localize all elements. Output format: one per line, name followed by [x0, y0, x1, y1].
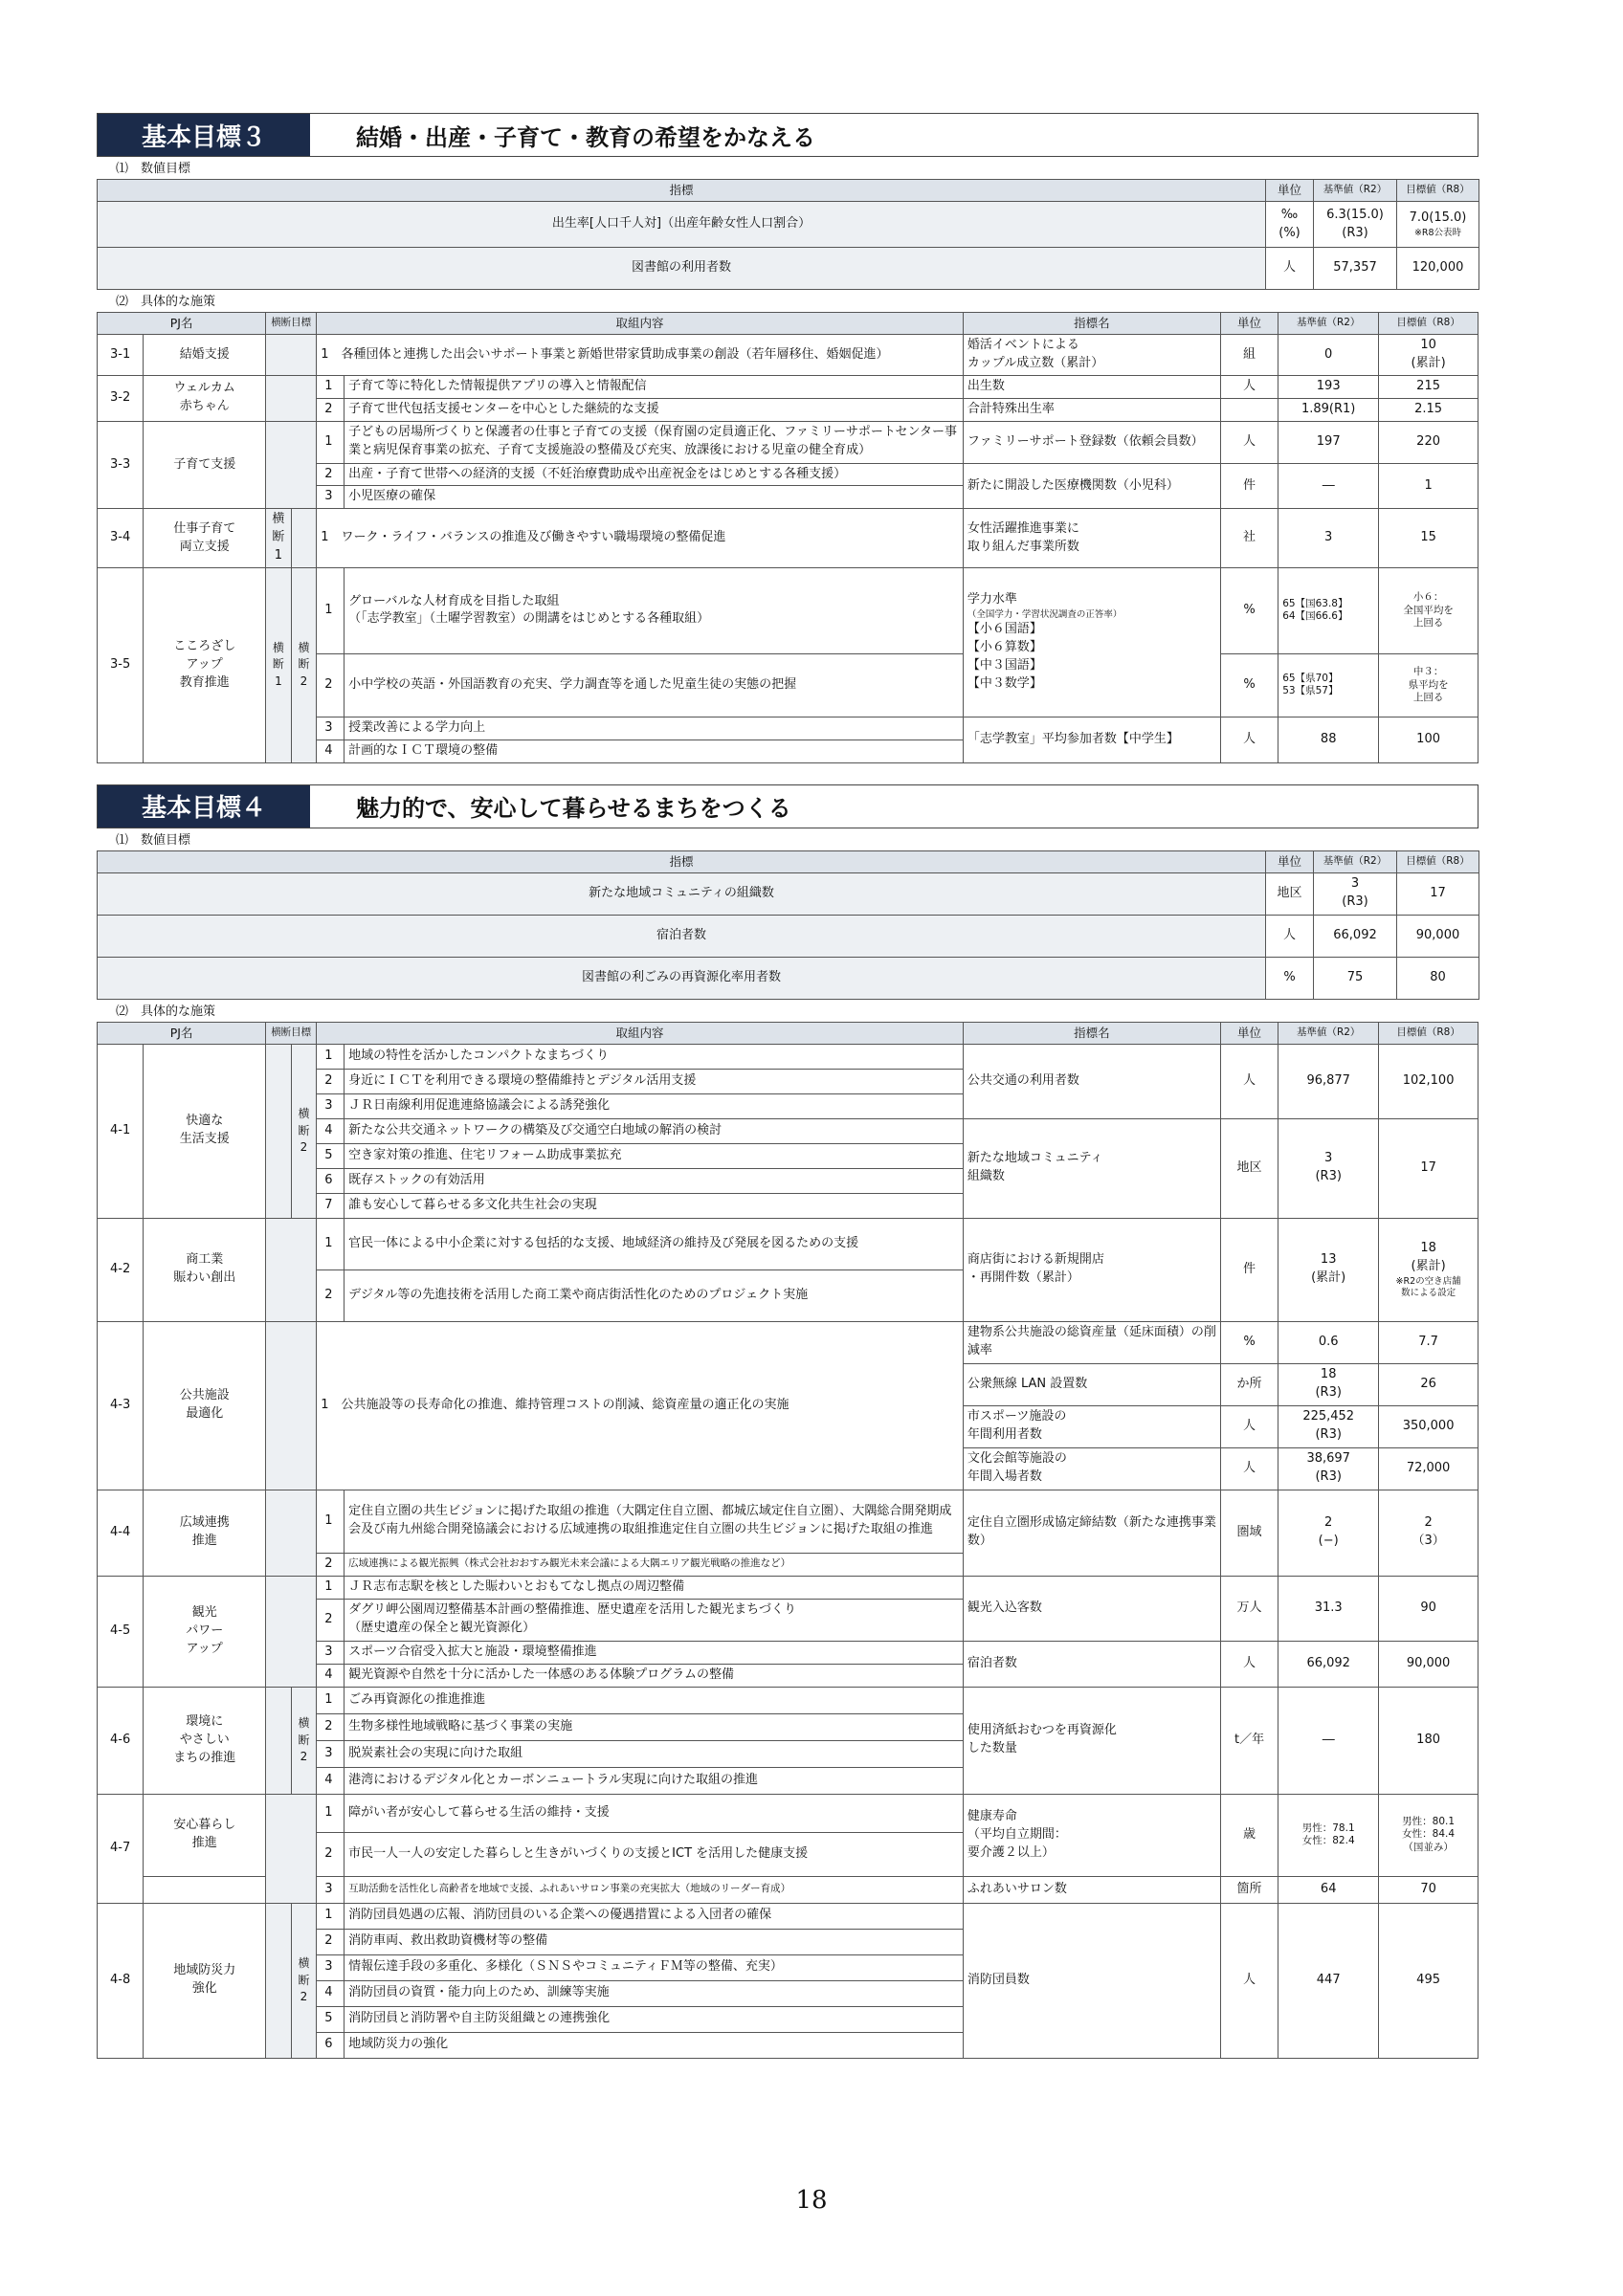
unit: 件 [1220, 1218, 1278, 1321]
kpi-unit: % [1266, 957, 1314, 999]
indicator-name: 文化会館等施設の 年間入場者数 [963, 1447, 1220, 1490]
pj-id: 4-1 [98, 1044, 144, 1218]
cross-cell [266, 375, 317, 421]
measure-item: デジタル等の先進技術を活用した商工業や商店街活性化のためのプロジェクト実施 [345, 1269, 964, 1321]
measure-item: 空き家対策の推進、住宅リフォーム助成事業拡充 [345, 1143, 964, 1168]
pj-id: 4-8 [98, 1903, 144, 2058]
page-number: 18 [795, 2186, 828, 2215]
indicator-name: 新たな地域コミュニティ 組織数 [963, 1118, 1220, 1218]
unit: 件 [1220, 463, 1278, 509]
item-num: 2 [317, 1269, 345, 1321]
unit: 人 [1220, 717, 1278, 762]
kpi-base: 6.3(15.0) (R3) [1314, 202, 1397, 248]
target-value: 17 [1379, 1118, 1478, 1218]
measure-item: 市民一人一人の安定した暮らしと生きがいづくりの支援とICT を活用した健康支援 [345, 1832, 964, 1876]
base-value: 65【県70】 53【県57】 [1278, 653, 1379, 717]
measure-item: 計画的なＩＣＴ環境の整備 [345, 740, 964, 762]
goal3-title: 結婚・出産・子育て・教育の希望をかなえる [356, 123, 815, 151]
kpi-base: 66,092 [1314, 915, 1397, 957]
indicator-name: ふれあいサロン数 [963, 1876, 1220, 1903]
measure-item: 出産・子育て世帯への経済的支援（不妊治療費助成や出産祝金をはじめとする各種支援） [345, 463, 964, 486]
target-value: 215 [1379, 375, 1478, 398]
base-value: 3 [1278, 509, 1379, 568]
col-base: 基準値（R2） [1314, 180, 1397, 202]
indicator-name: 女性活躍推進事業に 取り組んだ事業所数 [963, 509, 1220, 568]
col-indicator-name: 指標名 [963, 1022, 1220, 1044]
cross-cell [266, 1490, 317, 1576]
goal3-kpi-table [97, 179, 1479, 290]
target-value: 72,000 [1379, 1447, 1478, 1490]
item-num: 1 [317, 1044, 345, 1069]
col-indicator-name: 指標名 [963, 313, 1220, 335]
measure-item: スポーツ合宿受入拡大と施設・環境整備推進 [345, 1641, 964, 1664]
pj-id: 3-4 [98, 509, 144, 568]
measure-item: 消防団員の資質・能力向上のため、訓練等実施 [345, 1980, 964, 2006]
base-value: ― [1278, 463, 1379, 509]
cross-cell [266, 1903, 292, 2058]
measure-item: 消防団員処遇の広報、消防団員のいる企業への優遇措置による入団者の確保 [345, 1903, 964, 1929]
unit: % [1220, 653, 1278, 717]
item-num: 3 [317, 486, 345, 509]
indicator-name: 宿泊者数 [963, 1641, 1220, 1687]
item-num: 4 [317, 1767, 345, 1794]
goal4-banner [97, 784, 1478, 828]
item-num: 2 [317, 398, 345, 421]
target-value: 中３： 県平均を 上回る [1379, 653, 1478, 717]
kpi-target-note: ※R8公表時 [1413, 227, 1462, 238]
col-base: 基準値（R2） [1278, 313, 1379, 335]
pj-id: 3-3 [98, 421, 144, 509]
goal3-tag: 基本目標３ [98, 114, 310, 156]
indicator-name: ファミリーサポート登録数（依頼会員数） [963, 421, 1220, 463]
cross-goal: 横断 1 [266, 509, 292, 568]
goal4-tag: 基本目標４ [98, 785, 310, 828]
document-page [97, 113, 1478, 2059]
goal3-kpi-heading: ⑴ 数値目標 [116, 162, 191, 176]
measure-item: 消防団員と消防署や自主防災組織との連携強化 [345, 2006, 964, 2032]
col-unit: 単位 [1266, 850, 1314, 872]
target-value: 90,000 [1379, 1641, 1478, 1687]
base-value: 2 (−) [1278, 1490, 1379, 1576]
pj-name: ウェルカム 赤ちゃん [144, 375, 266, 421]
cross-goal: 横断 2 [291, 1687, 317, 1794]
kpi-base: 75 [1314, 957, 1397, 999]
item-num: 1 [317, 421, 345, 463]
goal3-banner [97, 113, 1478, 157]
target-value: 220 [1379, 421, 1478, 463]
item-num: 1 [317, 1903, 345, 1929]
target-cell [1379, 1218, 1478, 1321]
target-value: 10 (累計) [1379, 335, 1478, 376]
base-value: 66,092 [1278, 1641, 1379, 1687]
indicator-subjects: 【小６国語】 【小６算数】 【中３国語】 【中３数学】 [967, 622, 1042, 691]
unit: 人 [1220, 1405, 1278, 1447]
item-num: 5 [317, 1143, 345, 1168]
pj-id: 4-6 [98, 1687, 144, 1794]
base-value: 38,697 (R3) [1278, 1447, 1379, 1490]
measure-item: 地域の特性を活かしたコンパクトなまちづくり [345, 1044, 964, 1069]
base-value: 64 [1278, 1876, 1379, 1903]
measure-item: 1 公共施設等の長寿命化の推進、維持管理コストの削減、総資産量の適正化の実施 [317, 1321, 964, 1490]
pj-name: 子育て支援 [144, 421, 266, 509]
measure-item: 新たな公共交通ネットワークの構築及び交通空白地域の解消の検討 [345, 1118, 964, 1143]
measure-item: ＪＲ志布志駅を核とした賑わいとおもてなし拠点の周辺整備 [345, 1576, 964, 1599]
measure-item: 生物多様性地域戦略に基づく事業の実施 [345, 1713, 964, 1740]
unit: か所 [1220, 1363, 1278, 1405]
item-num: 4 [317, 740, 345, 762]
measure-item: ごみ再資源化の推進推進 [345, 1687, 964, 1713]
unit: 人 [1220, 1044, 1278, 1118]
item-num: 5 [317, 2006, 345, 2032]
item-num: 2 [317, 463, 345, 486]
col-pj: PJ名 [98, 1022, 266, 1044]
cross-cell [266, 1321, 317, 1490]
target-note: ※R2の空き店舗 数による設定 [1395, 1275, 1461, 1299]
target-value: 2.15 [1379, 398, 1478, 421]
pj-id: 3-2 [98, 375, 144, 421]
target-value: 102,100 [1379, 1044, 1478, 1118]
pj-id: 4-5 [98, 1576, 144, 1687]
pj-name: 地域防災力 強化 [144, 1903, 266, 2058]
item-num: 2 [317, 1553, 345, 1576]
target-value: 18 (累計) [1411, 1241, 1446, 1273]
unit: 箇所 [1220, 1876, 1278, 1903]
measure-item: 脱炭素社会の実現に向けた取組 [345, 1740, 964, 1767]
base-value: 13 (累計) [1278, 1218, 1379, 1321]
cross-cell [266, 1576, 317, 1687]
col-target: 目標値（R8） [1379, 313, 1478, 335]
indicator-name: 使用済紙おむつを再資源化 した数量 [963, 1687, 1220, 1794]
cross-goal: 横断 2 [291, 1903, 317, 2058]
base-value: 88 [1278, 717, 1379, 762]
item-num: 1 [317, 1576, 345, 1599]
indicator-name: 新たに開設した医療機関数（小児科） [963, 463, 1220, 509]
pj-name: 商工業 賑わい創出 [144, 1218, 266, 1321]
kpi-name: 出生率[人口千人対]（出産年齢女性人口割合） [98, 202, 1266, 248]
indicator-note: （全国学力・学習状況調査の正答率） [967, 608, 1123, 620]
indicator-name: 観光入込客数 [963, 1576, 1220, 1641]
unit: % [1220, 1321, 1278, 1363]
base-value: ― [1278, 1687, 1379, 1794]
base-value: 197 [1278, 421, 1379, 463]
indicator-name: 商店街における新規開店 ・再開件数（累計） [963, 1218, 1220, 1321]
item-num: 4 [317, 1980, 345, 2006]
target-value: 2 （3） [1379, 1490, 1478, 1576]
base-value: 96,877 [1278, 1044, 1379, 1118]
measure-item: 誰も安心して暮らせる多文化共生社会の実現 [345, 1193, 964, 1218]
unit: 万人 [1220, 1576, 1278, 1641]
kpi-unit: 人 [1266, 248, 1314, 290]
kpi-target: 7.0(15.0) [1409, 210, 1467, 226]
unit [1220, 398, 1278, 421]
unit: 圏域 [1220, 1490, 1278, 1576]
pj-name: 仕事子育て 両立支援 [144, 509, 266, 568]
measure-item: 1 各種団体と連携した出会いサポート事業と新婚世帯家賃助成事業の創設（若年層移住、婚姻促進） [317, 335, 964, 376]
col-cross: 横断目標 [266, 1022, 317, 1044]
kpi-target: 120,000 [1397, 248, 1479, 290]
item-num: 1 [317, 567, 345, 653]
goal4-measures-heading: ⑵ 具体的な施策 [116, 1004, 216, 1019]
kpi-name: 図書館の利ごみの再資源化率用者数 [98, 957, 1266, 999]
pj-id: 4-3 [98, 1321, 144, 1490]
indicator-name: 「志学教室」平均参加者数【中学生】 [963, 717, 1220, 762]
measure-item: ダグリ岬公園周辺整備基本計画の整備推進、歴史遺産を活用した観光まちづくり （歴史遺産の保全と観光資源化） [345, 1599, 964, 1641]
indicator-name: 定住自立圏形成協定締結数（新たな連携事業数） [963, 1490, 1220, 1576]
pj-id: 3-5 [98, 567, 144, 762]
measure-item: 身近にＩＣＴを利用できる環境の整備維持とデジタル活用支援 [345, 1069, 964, 1093]
col-unit: 単位 [1220, 1022, 1278, 1044]
pj-id: 4-2 [98, 1218, 144, 1321]
kpi-name: 図書館の利用者数 [98, 248, 1266, 290]
goal4-kpi-table [97, 850, 1479, 1000]
cross-cell [291, 509, 317, 568]
col-cross: 横断目標 [266, 313, 317, 335]
item-num: 7 [317, 1193, 345, 1218]
base-value: 男性：78.1 女性：82.4 [1278, 1794, 1379, 1876]
item-num: 3 [317, 1641, 345, 1664]
base-value: 0 [1278, 335, 1379, 376]
base-value: 3 (R3) [1278, 1118, 1379, 1218]
cross-cell [266, 335, 317, 376]
target-value: 100 [1379, 717, 1478, 762]
cross-goal: 横断 2 [291, 567, 317, 762]
base-value: 193 [1278, 375, 1379, 398]
measure-item: 地域防災力の強化 [345, 2032, 964, 2058]
measure-item: 1 ワーク・ライフ・バランスの推進及び働きやすい職場環境の整備促進 [317, 509, 964, 568]
item-num: 3 [317, 1954, 345, 1980]
unit: % [1220, 567, 1278, 653]
item-num: 6 [317, 2032, 345, 2058]
col-target: 目標値（R8） [1379, 1022, 1478, 1044]
pj-name: 安心暮らし 推進 [144, 1794, 266, 1876]
measure-item: 定住自立圏の共生ビジョンに掲げた取組の推進（大隅定住自立圏、都城広域定住自立圏）、大隅総合開発期成会及び南九州総合開発協議会における広域連携の取組推進定住自立圏の共生ビジョンに掲げた取組の推進 [345, 1490, 964, 1553]
pj-name: 快適な 生活支援 [144, 1044, 266, 1218]
unit: t／年 [1220, 1687, 1278, 1794]
pj-name: 結婚支援 [144, 335, 266, 376]
measure-item: グローバルな人材育成を目指した取組 （「志学教室」（土曜学習教室）の開講をはじめとする各種取組） [345, 567, 964, 653]
col-base: 基準値（R2） [1314, 850, 1397, 872]
col-target: 目標値（R8） [1397, 850, 1479, 872]
target-value: 小６： 全国平均を 上回る [1379, 567, 1478, 653]
kpi-name: 宿泊者数 [98, 915, 1266, 957]
measure-item: ＪＲ日南線利用促進連絡協議会による誘発強化 [345, 1093, 964, 1118]
col-base: 基準値（R2） [1278, 1022, 1379, 1044]
indicator-name: 健康寿命 （平均自立期間： 要介護２以上） [963, 1794, 1220, 1876]
item-num: 2 [317, 1069, 345, 1093]
item-num: 3 [317, 717, 345, 740]
measure-item: 広域連携による観光振興（株式会社おおすみ観光未来会議による大隅エリア観光戦略の推進など） [345, 1553, 964, 1576]
target-value: 15 [1379, 509, 1478, 568]
item-num: 2 [317, 653, 345, 717]
pj-id: 4-7 [98, 1794, 144, 1903]
measure-item: 小中学校の英語・外国語教育の充実、学力調査等を通した児童生徒の実態の把握 [345, 653, 964, 717]
unit: 組 [1220, 335, 1278, 376]
base-value: 225,452 (R3) [1278, 1405, 1379, 1447]
measure-item: 観光資源や自然を十分に活かした一体感のある体験プログラムの整備 [345, 1664, 964, 1687]
measure-item: 互助活動を活性化し高齢者を地域で支援、ふれあいサロン事業の充実拡大（地域のリーダー育成） [345, 1876, 964, 1903]
item-num: 1 [317, 1490, 345, 1553]
item-num: 3 [317, 1876, 345, 1903]
measure-item: 港湾におけるデジタル化とカーボンニュートラル実現に向けた取組の推進 [345, 1767, 964, 1794]
unit: 人 [1220, 421, 1278, 463]
target-value: 495 [1379, 1903, 1478, 2058]
indicator-name: 消防団員数 [963, 1903, 1220, 2058]
indicator-name: 公共交通の利用者数 [963, 1044, 1220, 1118]
indicator-name: 学力水準 [967, 592, 1017, 607]
measure-item: 授業改善による学力向上 [345, 717, 964, 740]
item-num: 2 [317, 1599, 345, 1641]
kpi-name: 新たな地域コミュニティの組織数 [98, 872, 1266, 915]
kpi-target: 17 [1397, 872, 1479, 915]
target-value: 7.7 [1379, 1321, 1478, 1363]
unit: 人 [1220, 1447, 1278, 1490]
kpi-target: 90,000 [1397, 915, 1479, 957]
pj-name: 観光 パワー アップ [144, 1576, 266, 1687]
item-num: 2 [317, 1929, 345, 1954]
col-content: 取組内容 [317, 1022, 964, 1044]
kpi-unit: ‰ (%) [1266, 202, 1314, 248]
pj-name: 環境に やさしい まちの推進 [144, 1687, 266, 1794]
indicator-name: 市スポーツ施設の 年間利用者数 [963, 1405, 1220, 1447]
item-num: 2 [317, 1832, 345, 1876]
base-value: 0.6 [1278, 1321, 1379, 1363]
cross-cell [266, 1794, 317, 1903]
goal4-title: 魅力的で、安心して暮らせるまちをつくる [356, 795, 791, 823]
kpi-base: 57,357 [1314, 248, 1397, 290]
base-value: 18 (R3) [1278, 1363, 1379, 1405]
measure-item: 既存ストックの有効活用 [345, 1168, 964, 1193]
measure-item: 子育て世代包括支援センターを中心とした継続的な支援 [345, 398, 964, 421]
unit: 歳 [1220, 1794, 1278, 1876]
kpi-target: 80 [1397, 957, 1479, 999]
goal3-measures-heading: ⑵ 具体的な施策 [116, 295, 216, 310]
kpi-target-cell [1397, 202, 1479, 248]
item-num: 4 [317, 1664, 345, 1687]
target-value: 1 [1379, 463, 1478, 509]
goal4-kpi-heading: ⑴ 数値目標 [116, 832, 191, 848]
kpi-unit: 地区 [1266, 872, 1314, 915]
unit: 人 [1220, 1903, 1278, 2058]
col-content: 取組内容 [317, 313, 964, 335]
goal3-measures-table [97, 312, 1478, 762]
base-value: 65【国63.8】 64【国66.6】 [1278, 567, 1379, 653]
pj-name-empty [144, 1876, 266, 1903]
indicator-name: 公衆無線 LAN 設置数 [963, 1363, 1220, 1405]
base-value: 1.89(R1) [1278, 398, 1379, 421]
item-num: 1 [317, 1794, 345, 1832]
pj-name: 広域連携 推進 [144, 1490, 266, 1576]
cross-cell [266, 421, 317, 509]
cross-goal: 横断 1 [266, 567, 292, 762]
measure-item: 情報伝達手段の多重化、多様化（ＳＮＳやコミュニティＦＭ等の整備、充実） [345, 1954, 964, 1980]
item-num: 6 [317, 1168, 345, 1193]
cross-cell [266, 1044, 292, 1218]
unit: 人 [1220, 375, 1278, 398]
item-num: 1 [317, 375, 345, 398]
indicator-cell [963, 567, 1220, 717]
target-value: 350,000 [1379, 1405, 1478, 1447]
unit: 人 [1220, 1641, 1278, 1687]
unit: 地区 [1220, 1118, 1278, 1218]
measure-item: 障がい者が安心して暮らせる生活の維持・支援 [345, 1794, 964, 1832]
target-value: 180 [1379, 1687, 1478, 1794]
col-target: 目標値（R8） [1397, 180, 1479, 202]
item-num: 3 [317, 1093, 345, 1118]
measure-item: 子どもの居場所づくりと保護者の仕事と子育ての支援（保育園の定員適正化、ファミリーサポートセンター事業と病児保育事業の拡充、子育て支援施設の整備及び充実、放課後における児童の健全育成） [345, 421, 964, 463]
col-pj: PJ名 [98, 313, 266, 335]
item-num: 2 [317, 1713, 345, 1740]
indicator-name: 婚活イベントによる カップル成立数（累計） [963, 335, 1220, 376]
item-num: 4 [317, 1118, 345, 1143]
pj-id: 4-4 [98, 1490, 144, 1576]
item-num: 1 [317, 1218, 345, 1269]
measure-item: 官民一体による中小企業に対する包括的な支援、地域経済の維持及び発展を図るための支援 [345, 1218, 964, 1269]
target-value: 90 [1379, 1576, 1478, 1641]
target-value: 26 [1379, 1363, 1478, 1405]
unit: 社 [1220, 509, 1278, 568]
measure-item: 子育て等に特化した情報提供アプリの導入と情報配信 [345, 375, 964, 398]
goal4-measures-table [97, 1022, 1478, 2059]
cross-goal: 横断 2 [291, 1044, 317, 1218]
indicator-name: 建物系公共施設の総資産量（延床面積）の削減率 [963, 1321, 1220, 1363]
item-num: 3 [317, 1740, 345, 1767]
target-value: 男性：80.1 女性：84.4 （国並み） [1379, 1794, 1478, 1876]
kpi-base: 3 (R3) [1314, 872, 1397, 915]
cross-cell [266, 1687, 292, 1794]
kpi-unit: 人 [1266, 915, 1314, 957]
col-indicator: 指標 [98, 180, 1266, 202]
pj-name: 公共施設 最適化 [144, 1321, 266, 1490]
col-indicator: 指標 [98, 850, 1266, 872]
measure-item: 消防車両、救出救助資機材等の整備 [345, 1929, 964, 1954]
target-value: 70 [1379, 1876, 1478, 1903]
col-unit: 単位 [1220, 313, 1278, 335]
item-num: 1 [317, 1687, 345, 1713]
indicator-name: 合計特殊出生率 [963, 398, 1220, 421]
col-unit: 単位 [1266, 180, 1314, 202]
indicator-name: 出生数 [963, 375, 1220, 398]
measure-item: 小児医療の確保 [345, 486, 964, 509]
pj-id: 3-1 [98, 335, 144, 376]
base-value: 447 [1278, 1903, 1379, 2058]
base-value: 31.3 [1278, 1576, 1379, 1641]
pj-name: こころざし アップ 教育推進 [144, 567, 266, 762]
cross-cell [266, 1218, 317, 1321]
